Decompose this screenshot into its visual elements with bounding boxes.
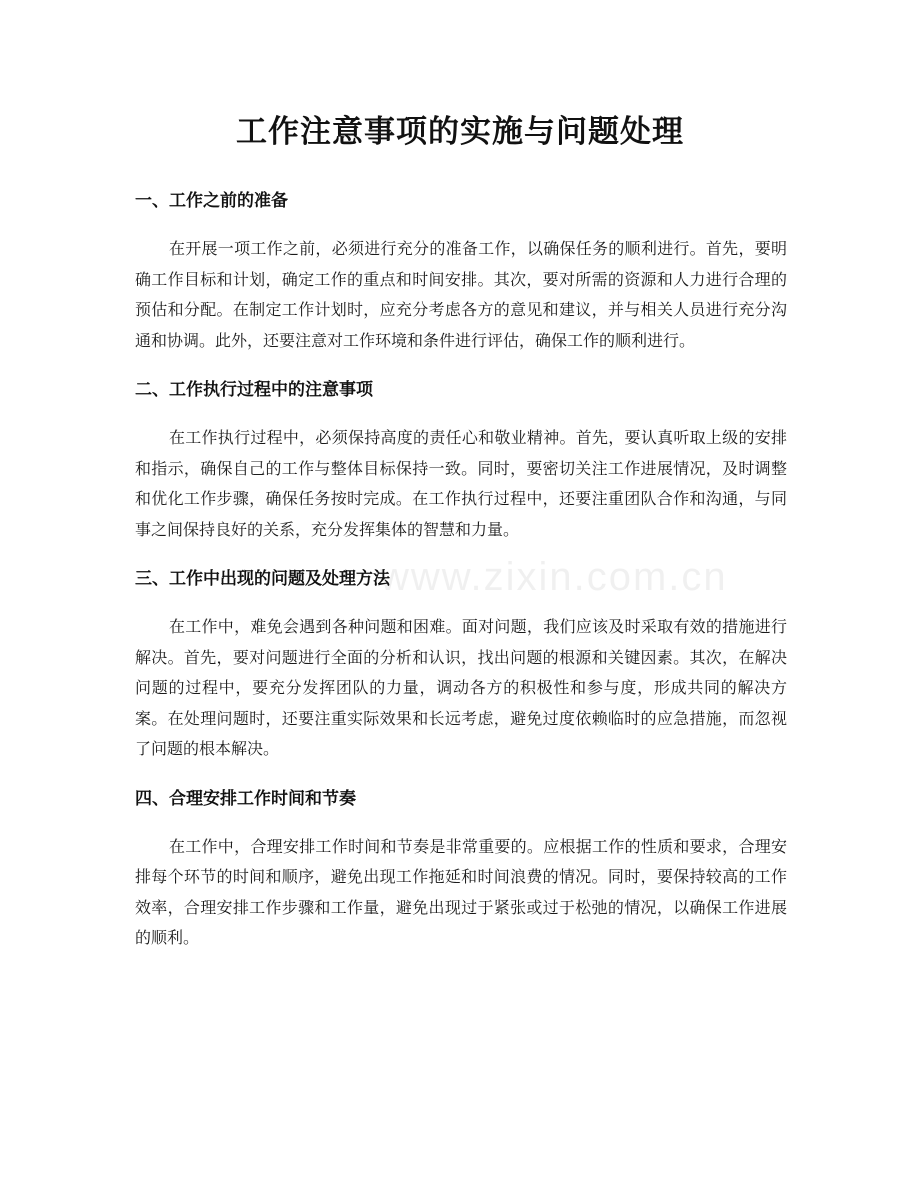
section-paragraph: 在工作执行过程中，必须保持高度的责任心和敬业精神。首先，要认真听取上级的安排和指示，确保自己的工作与整体目标保持一致。同时，要密切关注工作进展情况，及时调整和优化工作步骤，确保任务按时完成。在工作执行过程中，还要注重团队合作和沟通，与同事之间保持良好的关系，充分发挥集体的智慧和力量。 [135, 428, 787, 539]
page-title: 工作注意事项的实施与问题处理 [236, 114, 684, 150]
section-paragraph: 在工作中，合理安排工作时间和节奏是非常重要的。应根据工作的性质和要求，合理安排每个环节的时间和顺序，避免出现工作拖延和时间浪费的情况。同时，要保持较高的工作效率，合理安排工作步骤和工作量，避免出现过于紧张或过于松弛的情况，以确保工作进展的顺利。 [135, 836, 787, 947]
section-1 [135, 180, 787, 356]
section-paragraph: 在工作中，难免会遇到各种问题和困难。面对问题，我们应该及时采取有效的措施进行解决。首先，要对问题进行全面的分析和认识，找出问题的根源和关键因素。其次，在解决问题的过程中，要充分发挥团队的力量，调动各方的积极性和参与度，形成共同的解决方案。在处理问题时，还要注重实际效果和长远考虑，避免过度依赖临时的应急措施，而忽视了问题的根本解决。 [135, 617, 787, 758]
watermark: www.zixin.com.cn [380, 555, 728, 599]
section-heading: 四、合理安排工作时间和节奏 [135, 788, 356, 809]
section-paragraph: 在开展一项工作之前，必须进行充分的准备工作，以确保任务的顺利进行。首先，要明确工作目标和计划，确定工作的重点和时间安排。其次，要对所需的资源和人力进行合理的预估和分配。在制定工作计划时，应充分考虑各方的意见和建议，并与相关人员进行充分沟通和协调。此外，还要注意对工作环境和条件进行评估，确保工作的顺利进行。 [135, 239, 787, 350]
section-heading: 三、工作中出现的问题及处理方法 [135, 569, 390, 589]
section-2 [135, 369, 787, 545]
section-heading: 二、工作执行过程中的注意事项 [135, 380, 373, 400]
document-body [135, 180, 787, 967]
section-4 [135, 778, 787, 954]
section-heading: 一、工作之前的准备 [135, 191, 288, 211]
section-3 [135, 558, 787, 765]
